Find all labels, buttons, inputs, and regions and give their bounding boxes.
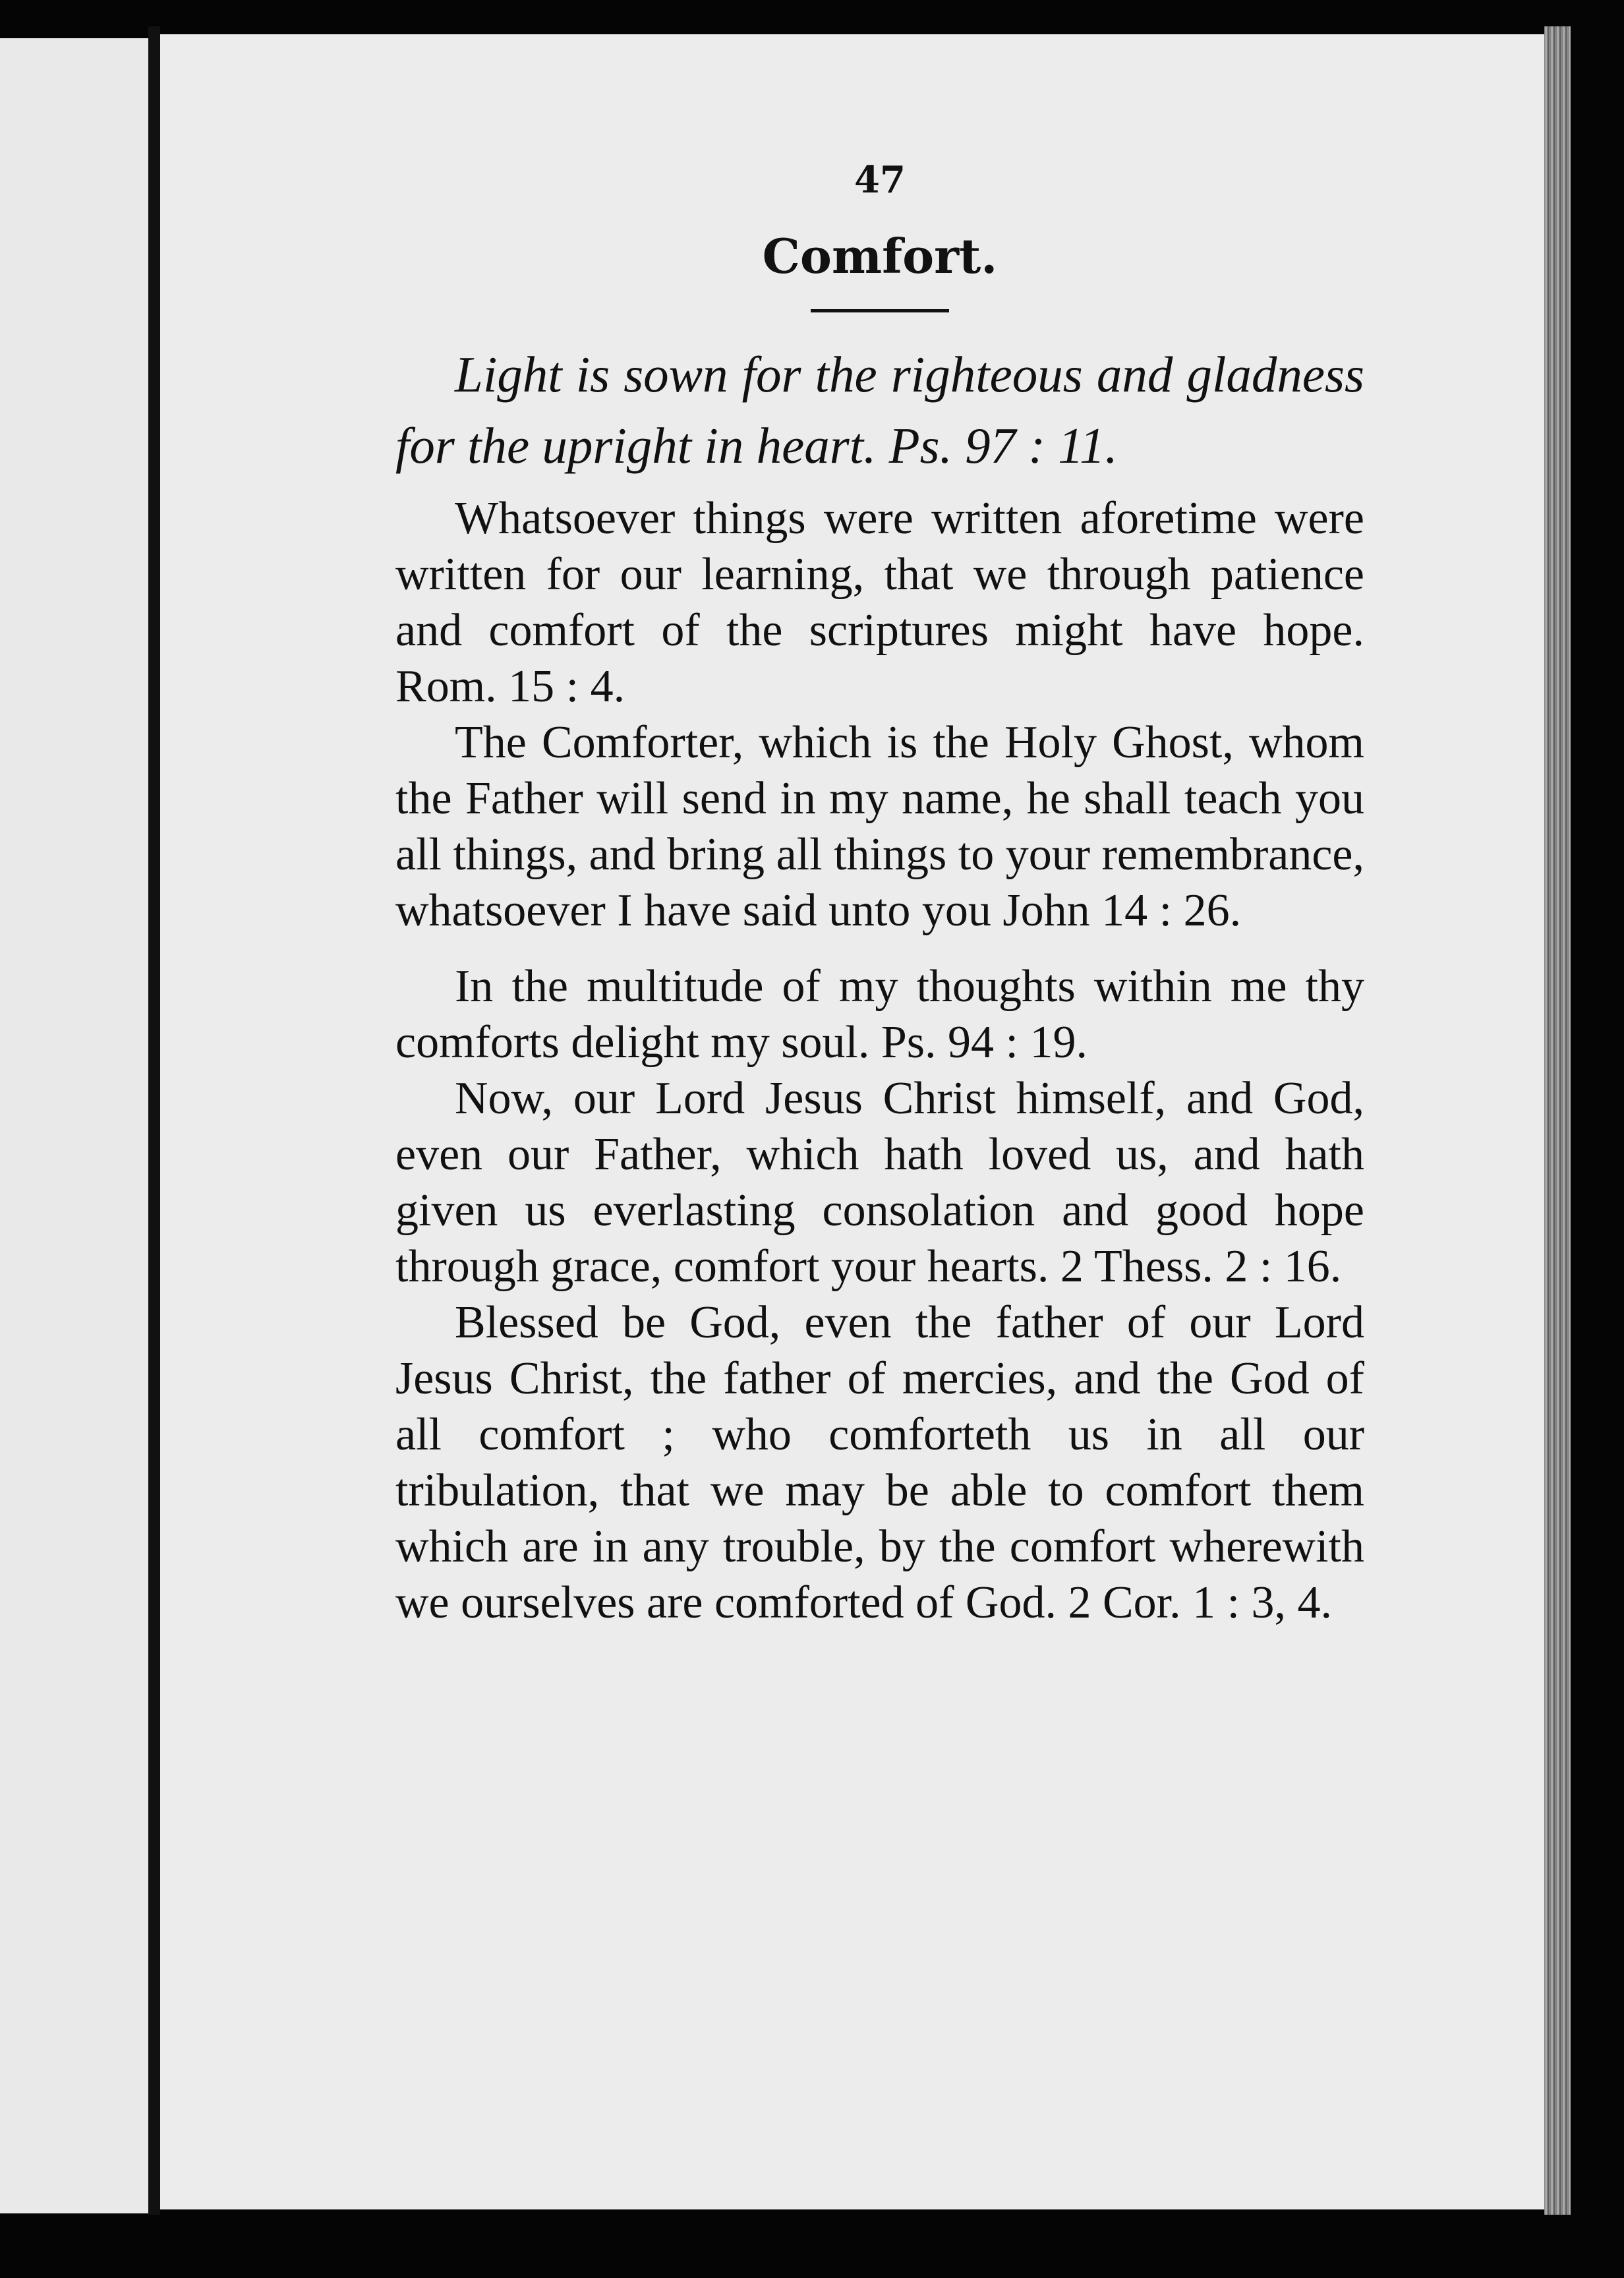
scripture-passage: Blessed be God, even the father of our Lord Jesus Christ, the father of mercies, and the God of all comfort ; who comforteth us in all our tribulation, that we may be able to comfort them which are in any trouble, by the comfort wherewith we ourselves are comforted of God. 2 Cor. 1 : 3, 4. — [395, 1297, 1364, 1628]
scripture-passage: Now, our Lord Jesus Christ himself, and God, even our Father, which hath loved us, and hath given us everlasting consolation and good hope through grace, comfort your hearts. 2 Thess. 2 : 16. — [395, 1073, 1364, 1292]
title-divider — [811, 309, 949, 312]
page-content — [395, 158, 1364, 1631]
scripture-passage: Whatsoever things were written aforetime were written for our learning, that we through patience and comfort of the scriptures might have hope. Rom. 15 : 4. — [395, 493, 1364, 712]
scripture-passage: In the multitude of my thoughts within me thy comforts delight my soul. Ps. 94 : 19. — [395, 961, 1364, 1068]
scripture-passage: The Comforter, which is the Holy Ghost, whom the Father will send in my name, he shall teach you all things, and bring all things to your remembrance, whatsoever I have said unto you John 14 : 26. — [395, 717, 1364, 936]
page-edges — [1544, 26, 1571, 2215]
book-gutter — [148, 26, 160, 2215]
facing-page-edge — [0, 38, 148, 2213]
page-number: 47 — [854, 158, 906, 202]
epigraph-verse: Light is sown for the righteous and gladness for the upright in heart. Ps. 97 : 11. — [395, 346, 1364, 474]
page-title: Comfort. — [762, 228, 998, 284]
